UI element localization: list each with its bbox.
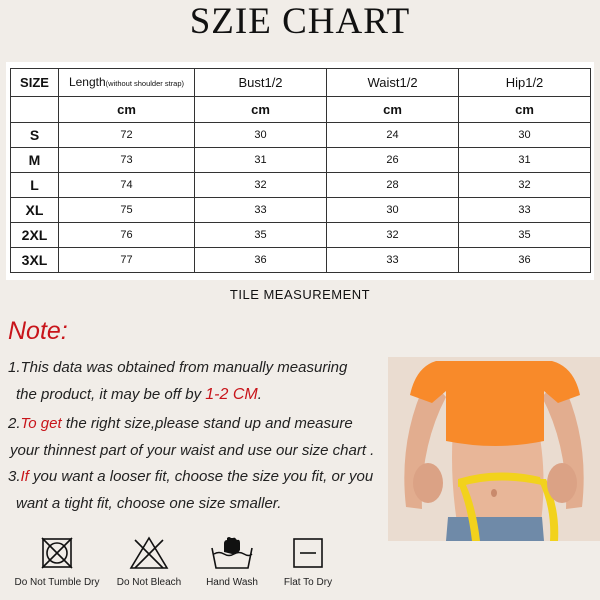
- header-hip: Hip1/2: [459, 69, 591, 97]
- note-2-highlight: To get: [20, 415, 62, 432]
- care-label: Do Not Bleach: [116, 577, 182, 588]
- waist-cell: 33: [327, 248, 459, 273]
- table-row: [11, 198, 591, 223]
- header-bust: Bust1/2: [195, 69, 327, 97]
- hand-wash-icon: [210, 536, 254, 570]
- length-cell: 72: [59, 123, 195, 148]
- waist-cell: 28: [327, 173, 459, 198]
- header-waist: Waist1/2: [327, 69, 459, 97]
- size-cell: 3XL: [11, 248, 59, 273]
- waist-cell: 26: [327, 148, 459, 173]
- size-cell: XL: [11, 198, 59, 223]
- length-cell: 74: [59, 173, 195, 198]
- note-3-line-1: [8, 463, 373, 490]
- bust-cell: 31: [195, 148, 327, 173]
- care-flat-to-dry: [253, 536, 363, 588]
- note-1-line-2: [8, 381, 347, 408]
- table-row: [11, 173, 591, 198]
- unit-cell: cm: [459, 97, 591, 123]
- note-1-line-1: 1.This data was obtained from manually measuring: [8, 359, 348, 376]
- length-cell: 76: [59, 223, 195, 248]
- note-3-text: you want a looser fit, choose the size you fit, or you: [28, 468, 374, 485]
- unit-cell: cm: [327, 97, 459, 123]
- care-label: Flat To Dry: [283, 577, 333, 588]
- page-title: SZIE CHART: [189, 1, 411, 42]
- size-table-panel: [6, 62, 594, 280]
- bust-cell: 36: [195, 248, 327, 273]
- care-label: Do Not Tumble Dry: [14, 577, 100, 588]
- note-2: [8, 410, 374, 464]
- table-row: [11, 223, 591, 248]
- size-table: [10, 68, 591, 273]
- note-title: Note:: [8, 317, 68, 345]
- hip-cell: 30: [459, 123, 591, 148]
- table-caption: TILE MEASUREMENT: [229, 287, 371, 302]
- waist-cell: 24: [327, 123, 459, 148]
- table-row: [11, 148, 591, 173]
- unit-cell: cm: [195, 97, 327, 123]
- hip-cell: 33: [459, 198, 591, 223]
- note-3-number: 3.: [8, 468, 21, 485]
- length-cell: 77: [59, 248, 195, 273]
- size-cell: S: [11, 123, 59, 148]
- note-2-line-1: [8, 410, 374, 437]
- waist-cell: 32: [327, 223, 459, 248]
- length-cell: 75: [59, 198, 195, 223]
- length-cell: 73: [59, 148, 195, 173]
- header-length-label: Length: [68, 74, 106, 89]
- note-3-line-2: want a tight fit, choose one size smaller.: [16, 495, 282, 512]
- table-row: [11, 123, 591, 148]
- unit-cell-empty: [11, 97, 59, 123]
- hip-cell: 32: [459, 173, 591, 198]
- table-row: [11, 248, 591, 273]
- size-cell: M: [11, 148, 59, 173]
- no-tumble-dry-icon: [40, 536, 74, 570]
- note-2-line-2: your thinnest part of your waist and use our size chart .: [10, 442, 375, 459]
- note-3: [8, 463, 373, 517]
- header-length-note: (without shoulder strap): [105, 78, 185, 88]
- measurement-photo: [388, 357, 600, 541]
- bust-cell: 32: [195, 173, 327, 198]
- hip-cell: 35: [459, 223, 591, 248]
- note-1-end: .: [257, 386, 262, 403]
- waist-cell: 30: [327, 198, 459, 223]
- note-1-text: the product, it may be off by: [16, 386, 206, 403]
- bust-cell: 30: [195, 123, 327, 148]
- header-size: SIZE: [11, 69, 59, 97]
- unit-cell: cm: [59, 97, 195, 123]
- table-unit-row: [11, 97, 591, 123]
- bust-cell: 33: [195, 198, 327, 223]
- flat-dry-icon: [291, 536, 325, 570]
- hip-cell: 36: [459, 248, 591, 273]
- header-length: [59, 69, 195, 97]
- bust-cell: 35: [195, 223, 327, 248]
- note-1: [8, 354, 347, 408]
- hip-cell: 31: [459, 148, 591, 173]
- note-3-highlight: If: [20, 468, 29, 485]
- table-header-row: [11, 69, 591, 97]
- note-1-highlight: 1-2 CM: [205, 386, 258, 403]
- note-2-number: 2.: [8, 415, 21, 432]
- care-label: Hand Wash: [206, 577, 258, 588]
- size-cell: L: [11, 173, 59, 198]
- note-2-text: the right size,please stand up and measure: [61, 415, 353, 432]
- no-bleach-icon: [129, 536, 169, 570]
- size-cell: 2XL: [11, 223, 59, 248]
